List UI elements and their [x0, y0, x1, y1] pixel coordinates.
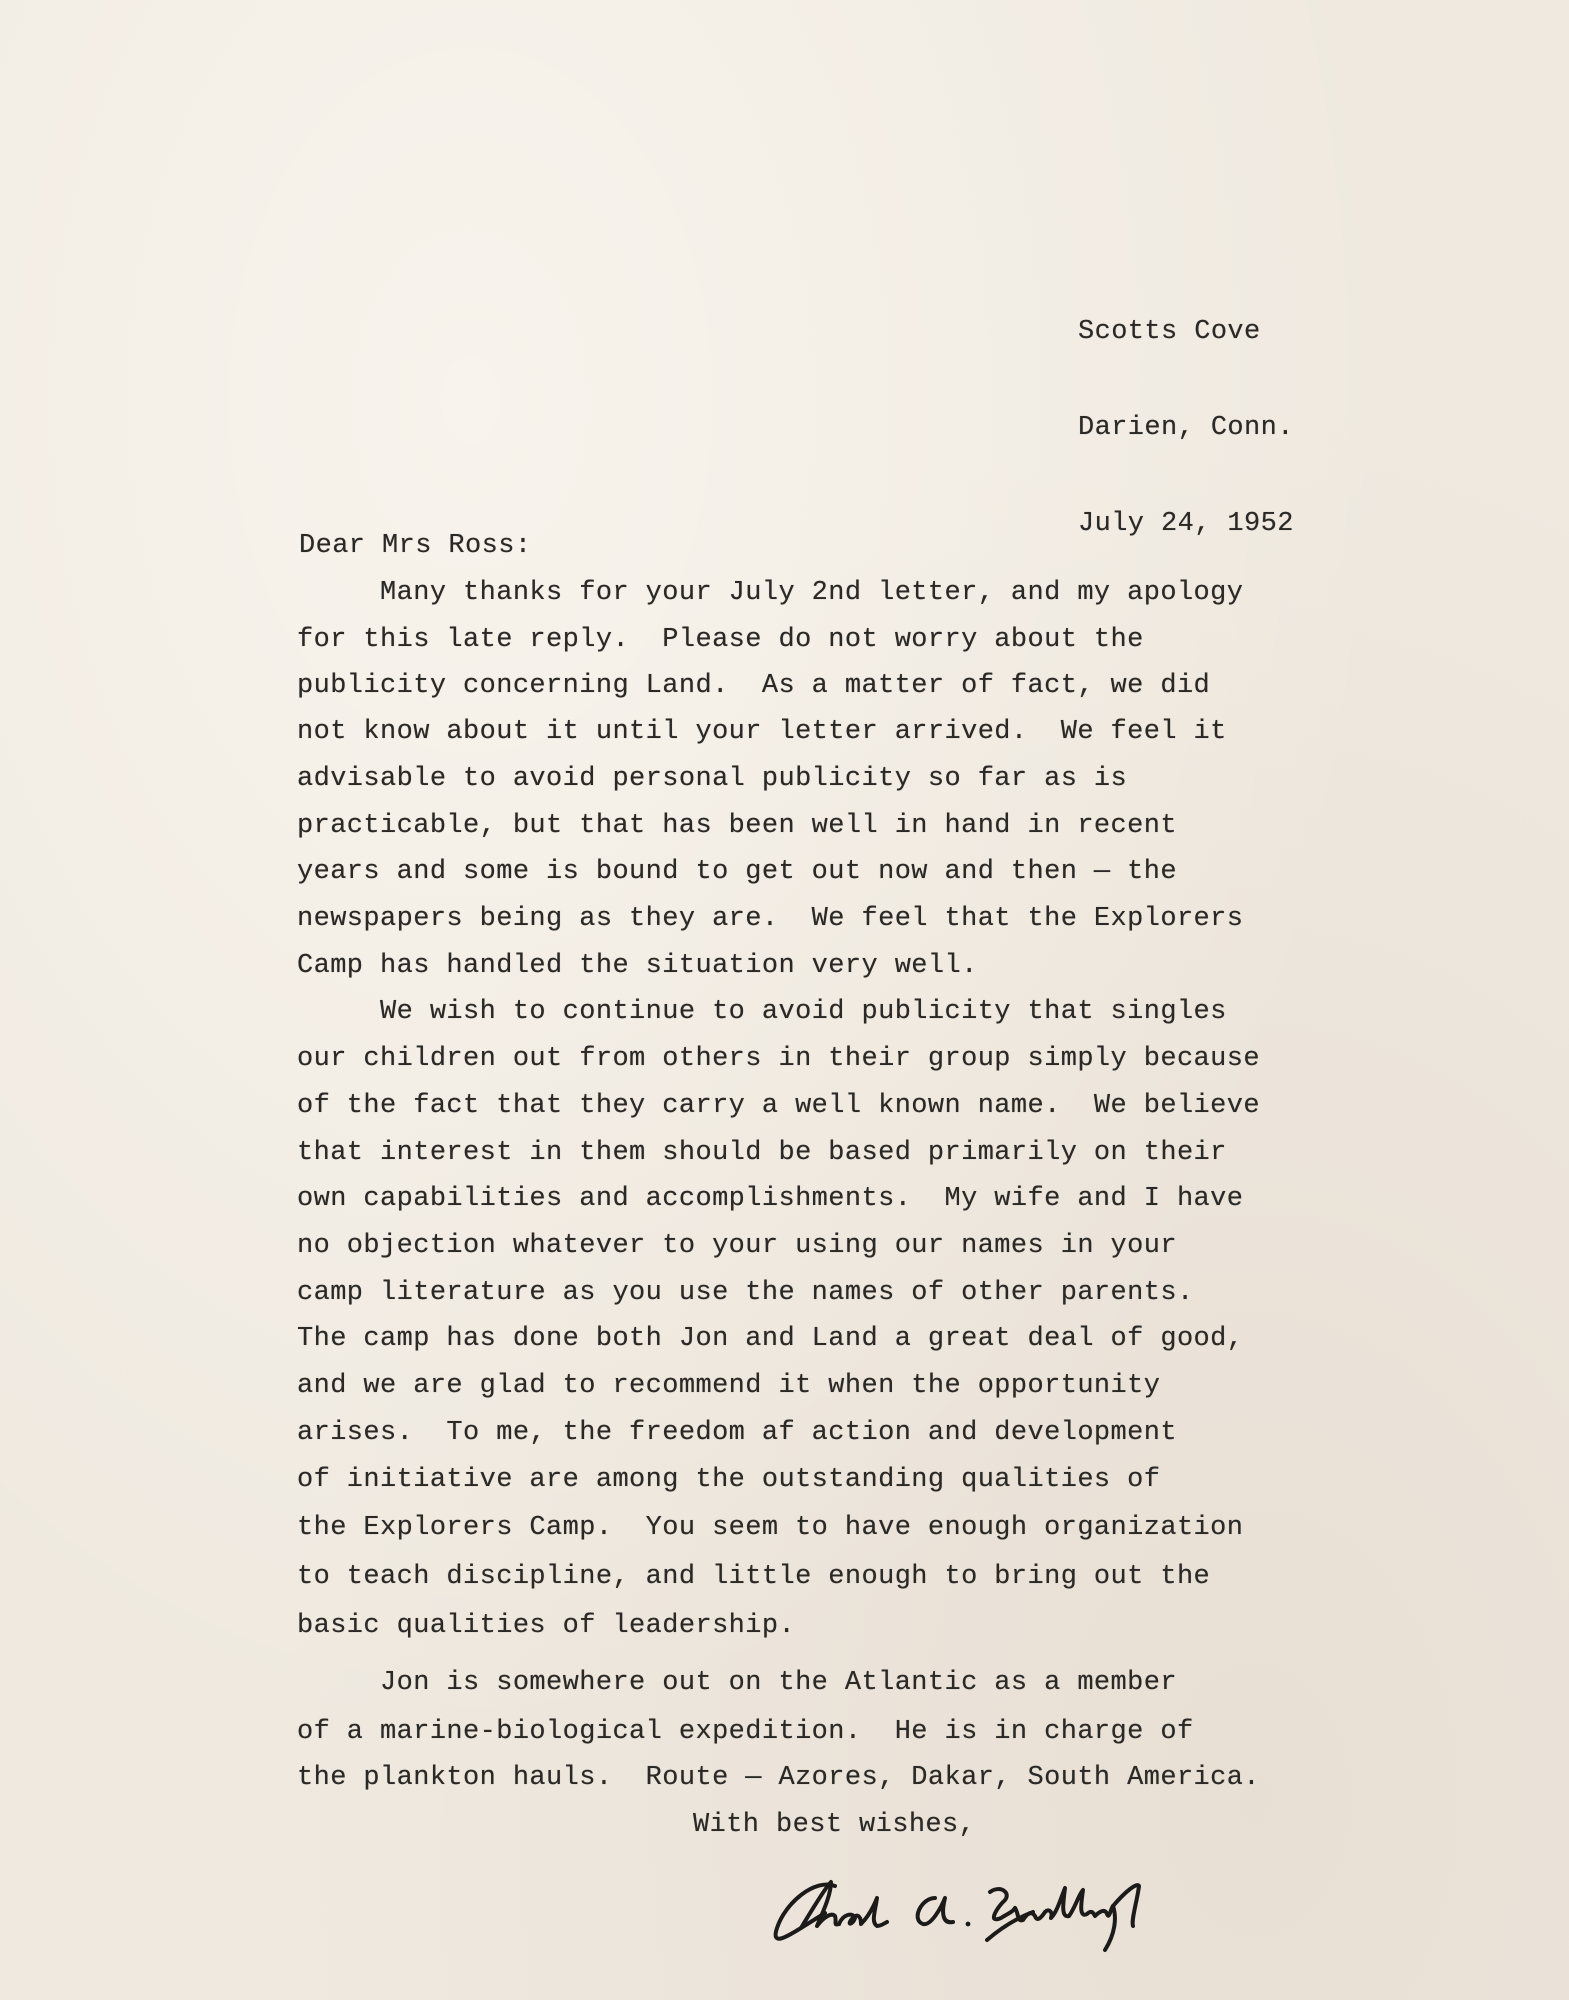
- body-line: no objection whatever to your using our names in your: [297, 1231, 1177, 1261]
- salutation: Dear Mrs Ross:: [299, 531, 532, 561]
- body-line: to teach discipline, and little enough to bring out the: [297, 1562, 1211, 1592]
- sender-address-block: [1078, 252, 1294, 604]
- body-line: that interest in them should be based primarily on their: [297, 1138, 1227, 1168]
- handwritten-signature: [765, 1868, 1165, 1978]
- address-line-1: Scotts Cove: [1078, 317, 1261, 347]
- letter-date: July 24, 1952: [1078, 509, 1294, 539]
- body-line: of initiative are among the outstanding qualities of: [297, 1465, 1161, 1495]
- body-line: publicity concerning Land. As a matter of fact, we did: [297, 671, 1211, 701]
- body-line: the Explorers Camp. You seem to have enough organization: [297, 1513, 1244, 1543]
- closing: With best wishes,: [693, 1810, 976, 1840]
- body-line: newspapers being as they are. We feel that the Explorers: [297, 904, 1244, 934]
- body-line: Many thanks for your July 2nd letter, and my apology: [297, 578, 1244, 608]
- body-line: years and some is bound to get out now and then — the: [297, 857, 1177, 887]
- body-line: for this late reply. Please do not worry about the: [297, 625, 1144, 655]
- body-line: The camp has done both Jon and Land a great deal of good,: [297, 1324, 1244, 1354]
- body-line: basic qualities of leadership.: [297, 1611, 796, 1641]
- body-line: of the fact that they carry a well known name. We believe: [297, 1091, 1260, 1121]
- body-line: Jon is somewhere out on the Atlantic as a member: [297, 1668, 1177, 1698]
- body-line: and we are glad to recommend it when the opportunity: [297, 1371, 1161, 1401]
- body-line: practicable, but that has been well in hand in recent: [297, 811, 1177, 841]
- address-line-2: Darien, Conn.: [1078, 413, 1294, 443]
- body-line: not know about it until your letter arrived. We feel it: [297, 717, 1227, 747]
- body-line: We wish to continue to avoid publicity that singles: [297, 997, 1227, 1027]
- body-line: the plankton hauls. Route — Azores, Dakar, South America.: [297, 1763, 1260, 1793]
- body-line: advisable to avoid personal publicity so far as is: [297, 764, 1128, 794]
- body-line: arises. To me, the freedom af action and development: [297, 1418, 1177, 1448]
- body-line: of a marine-biological expedition. He is in charge of: [297, 1717, 1194, 1747]
- body-line: camp literature as you use the names of other parents.: [297, 1278, 1194, 1308]
- body-line: our children out from others in their group simply because: [297, 1044, 1260, 1074]
- body-line: own capabilities and accomplishments. My wife and I have: [297, 1184, 1244, 1214]
- body-line: Camp has handled the situation very well.: [297, 951, 978, 981]
